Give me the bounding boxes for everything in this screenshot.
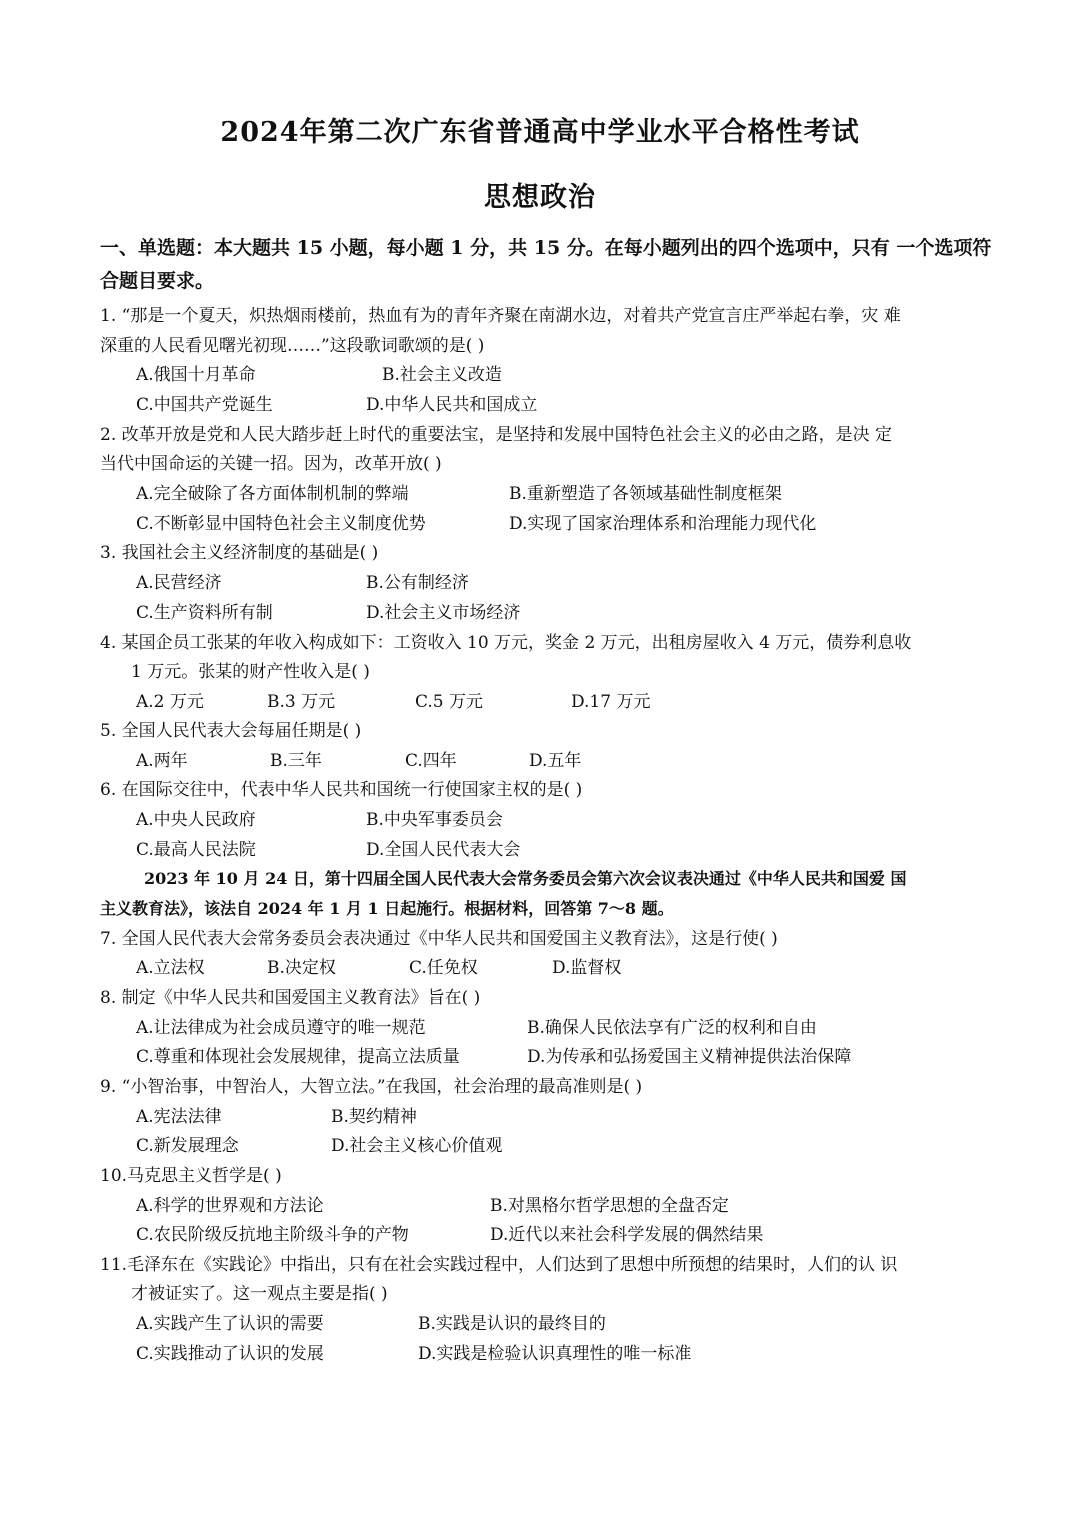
q7-option-c: C.任免权 <box>409 958 478 978</box>
question-3-line-1: 3. 我国社会主义经济制度的基础是( ) <box>100 543 379 563</box>
q7-option-a: A.立法权 <box>136 958 205 978</box>
q2-option-d: D.实现了国家治理体系和治理能力现代化 <box>509 514 817 534</box>
q8-option-b: B.确保人民依法享有广泛的权利和自由 <box>527 1018 817 1038</box>
q6-option-b: B.中央军事委员会 <box>366 810 503 830</box>
q6-option-a: A.中央人民政府 <box>136 810 256 830</box>
q3-option-a: A.民营经济 <box>136 573 222 593</box>
q8-option-d: D.为传承和弘扬爱国主义精神提供法治保障 <box>527 1047 852 1067</box>
section-heading: 一、单选题：本大题共 15 小题，每小题 1 分，共 15 分。在每小题列出的四个选项中，只有 一个选项符合题目要求。 <box>100 237 992 292</box>
q3-option-c: C.生产资料所有制 <box>136 603 273 623</box>
material-line-2: 主义教育法》，该法自 2024 年 1 月 1 日起施行。根据材料，回答第 7～8 题。 <box>100 899 674 918</box>
q11-option-c: C.实践推动了认识的发展 <box>136 1344 324 1364</box>
question-11-line-1: 11.毛泽东在《实践论》中指出，只有在社会实践过程中，人们达到了思想中所预想的结果时，人们的认 识 <box>100 1255 898 1275</box>
q1-option-b: B.社会主义改造 <box>382 365 502 385</box>
q4-option-a: A.2 万元 <box>136 692 204 712</box>
q7-option-d: D.监督权 <box>552 958 622 978</box>
q8-option-a: A.让法律成为社会成员遵守的唯一规范 <box>136 1018 426 1038</box>
material-line-1: 2023 年 10 月 24 日，第十四届全国人民代表大会常务委员会第六次会议表决通过《中华人民共和国爱 国 <box>144 869 907 888</box>
q11-option-a: A.实践产生了认识的需要 <box>136 1314 324 1334</box>
question-6-line-1: 6. 在国际交往中，代表中华人民共和国统一行使国家主权的是( ) <box>100 780 583 800</box>
q10-option-c: C.农民阶级反抗地主阶级斗争的产物 <box>136 1225 409 1245</box>
q6-option-d: D.全国人民代表大会 <box>366 840 521 860</box>
q4-option-b: B.3 万元 <box>267 692 336 712</box>
question-5-line-1: 5. 全国人民代表大会每届任期是( ) <box>100 721 362 741</box>
q5-option-a: A.两年 <box>136 751 188 771</box>
q2-option-b: B.重新塑造了各领域基础性制度框架 <box>509 484 782 504</box>
q6-option-c: C.最高人民法院 <box>136 840 256 860</box>
question-1-line-1: 1. “那是一个夏天，炽热烟雨楼前，热血有为的青年齐聚在南湖水边，对着共产党宣言庄严举起右拳，灾 难 <box>100 306 901 326</box>
q4-option-d: D.17 万元 <box>571 692 651 712</box>
q7-option-b: B.决定权 <box>267 958 336 978</box>
question-10-line-1: 10.马克思主义哲学是( ) <box>100 1166 282 1186</box>
q3-option-d: D.社会主义市场经济 <box>366 603 521 623</box>
q2-option-c: C.不断彰显中国特色社会主义制度优势 <box>136 514 426 534</box>
q10-option-d: D.近代以来社会科学发展的偶然结果 <box>490 1225 764 1245</box>
question-4-line-1: 4. 某国企员工张某的年收入构成如下：工资收入 10 万元，奖金 2 万元，出租房屋收入 4 万元，债券利息收 <box>100 633 912 653</box>
question-7-line-1: 7. 全国人民代表大会常务委员会表决通过《中华人民共和国爱国主义教育法》，这是行使( ) <box>100 929 778 949</box>
q5-option-b: B.三年 <box>270 751 322 771</box>
question-8-line-1: 8. 制定《中华人民共和国爱国主义教育法》旨在( ) <box>100 988 481 1008</box>
q8-option-c: C.尊重和体现社会发展规律，提高立法质量 <box>136 1047 460 1067</box>
q1-option-c: C.中国共产党诞生 <box>136 395 273 415</box>
q9-option-b: B.契约精神 <box>331 1107 417 1127</box>
exam-title: 2024年第二次广东省普通高中学业水平合格性考试 <box>220 117 860 148</box>
q10-option-a: A.科学的世界观和方法论 <box>136 1196 324 1216</box>
q1-option-d: D.中华人民共和国成立 <box>366 395 538 415</box>
question-11-line-2: 才被证实了。这一观点主要是指( ) <box>131 1284 388 1304</box>
q10-option-b: B.对黑格尔哲学思想的全盘否定 <box>490 1196 729 1216</box>
q11-option-d: D.实践是检验认识真理性的唯一标准 <box>418 1344 692 1364</box>
q3-option-b: B.公有制经济 <box>366 573 469 593</box>
q5-option-c: C.四年 <box>405 751 457 771</box>
q4-option-c: C.5 万元 <box>415 692 484 712</box>
question-9-line-1: 9. “小智治事，中智治人，大智立法。”在我国，社会治理的最高准则是( ) <box>100 1077 643 1097</box>
q9-option-c: C.新发展理念 <box>136 1136 239 1156</box>
subject-title: 思想政治 <box>484 182 596 213</box>
q9-option-d: D.社会主义核心价值观 <box>331 1136 503 1156</box>
q2-option-a: A.完全破除了各方面体制机制的弊端 <box>136 484 409 504</box>
q1-option-a: A.俄国十月革命 <box>136 365 256 385</box>
question-2-line-1: 2. 改革开放是党和人民大踏步赶上时代的重要法宝，是坚持和发展中国特色社会主义的必由之路，是决 定 <box>100 425 893 445</box>
question-2-line-2: 当代中国命运的关键一招。因为，改革开放( ) <box>100 454 442 474</box>
q9-option-a: A.宪法法律 <box>136 1107 222 1127</box>
question-4-line-2: 1 万元。张某的财产性收入是( ) <box>131 662 370 682</box>
q5-option-d: D.五年 <box>529 751 582 771</box>
q11-option-b: B.实践是认识的最终目的 <box>418 1314 606 1334</box>
question-1-line-2: 深重的人民看见曙光初现……”这段歌词歌颂的是( ) <box>100 336 485 356</box>
